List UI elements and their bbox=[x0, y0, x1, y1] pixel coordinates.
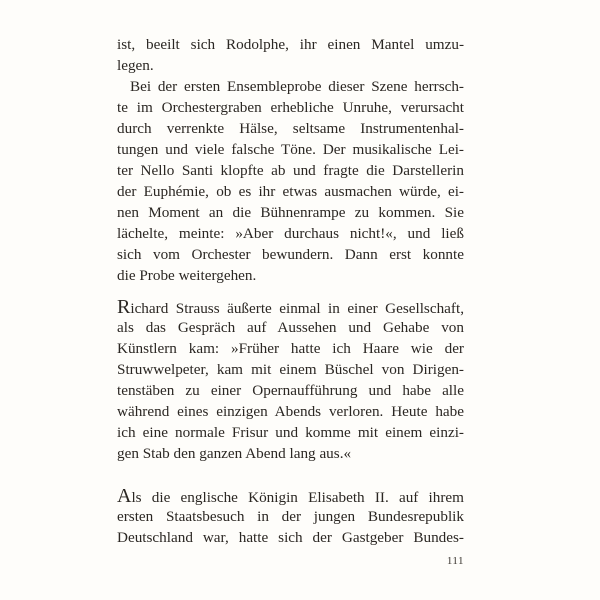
paragraph-3-line-2: als das Gespräch auf Aussehen und Gehabe von bbox=[117, 319, 464, 336]
paragraph-1-line-1: ist, beeilt sich Rodolphe, ihr einen Mantel umzu- bbox=[117, 36, 464, 53]
paragraph-4-line-2: ersten Staatsbesuch in der jungen Bundesrepublik bbox=[117, 508, 464, 525]
paragraph-3-line-1 bbox=[117, 297, 464, 320]
paragraph-3-line-3: Künstlern kam: »Früher hatte ich Haare wie der bbox=[117, 340, 464, 357]
paragraph-3-initial: R bbox=[117, 296, 131, 318]
paragraph-3-line-1-text: ichard Strauss äußerte einmal in einer Gesellschaft, bbox=[130, 300, 464, 317]
paragraph-3-line-6: während eines einzigen Abends verloren. Heute habe bbox=[117, 403, 464, 420]
paragraph-2-line-4: tungen und viele falsche Töne. Der musikalische Lei- bbox=[117, 141, 464, 158]
paragraph-2-line-6: der Euphémie, ob es ihr etwas ausmachen würde, ei- bbox=[117, 183, 464, 200]
paragraph-2-line-3: durch verrenkte Hälse, seltsame Instrumentenhal- bbox=[117, 120, 464, 137]
paragraph-3-line-8: gen Stab den ganzen Abend lang aus.« bbox=[117, 445, 352, 462]
paragraph-3-line-4: Struwwelpeter, kam mit einem Büschel von Dirigen- bbox=[117, 361, 464, 378]
paragraph-4-line-1 bbox=[117, 486, 464, 509]
paragraph-3-line-7: ich eine normale Frisur und komme mit einem einzi- bbox=[117, 424, 464, 441]
paragraph-4-line-1-text: ls die englische Königin Elisabeth II. auf ihrem bbox=[131, 489, 464, 506]
paragraph-4-line-3: Deutschland war, hatte sich der Gastgeber Bundes- bbox=[117, 529, 464, 546]
paragraph-2-line-7: nen Moment an die Bühnenrampe zu kommen. Sie bbox=[117, 204, 464, 221]
page-number: 111 bbox=[446, 555, 464, 567]
paragraph-4-initial: A bbox=[117, 485, 132, 507]
paragraph-2-line-8: lächelte, meinte: »Aber durchaus nicht!«, und ließ bbox=[117, 225, 464, 242]
paragraph-2-line-5: ter Nello Santi klopfte ab und fragte die Darstellerin bbox=[117, 162, 464, 179]
paragraph-2-line-2: te im Orchestergraben erhebliche Unruhe, verursacht bbox=[117, 99, 464, 116]
paragraph-2-line-10: die Probe weitergehen. bbox=[117, 267, 257, 284]
paragraph-2-line-1: Bei der ersten Ensembleprobe dieser Szene herrsch- bbox=[130, 78, 464, 95]
paragraph-1-line-2: legen. bbox=[117, 57, 154, 74]
paragraph-2-line-9: sich vom Orchester bewundern. Dann erst konnte bbox=[117, 246, 464, 263]
paragraph-3-line-5: tenstäben zu einer Opernaufführung und habe alle bbox=[117, 382, 464, 399]
